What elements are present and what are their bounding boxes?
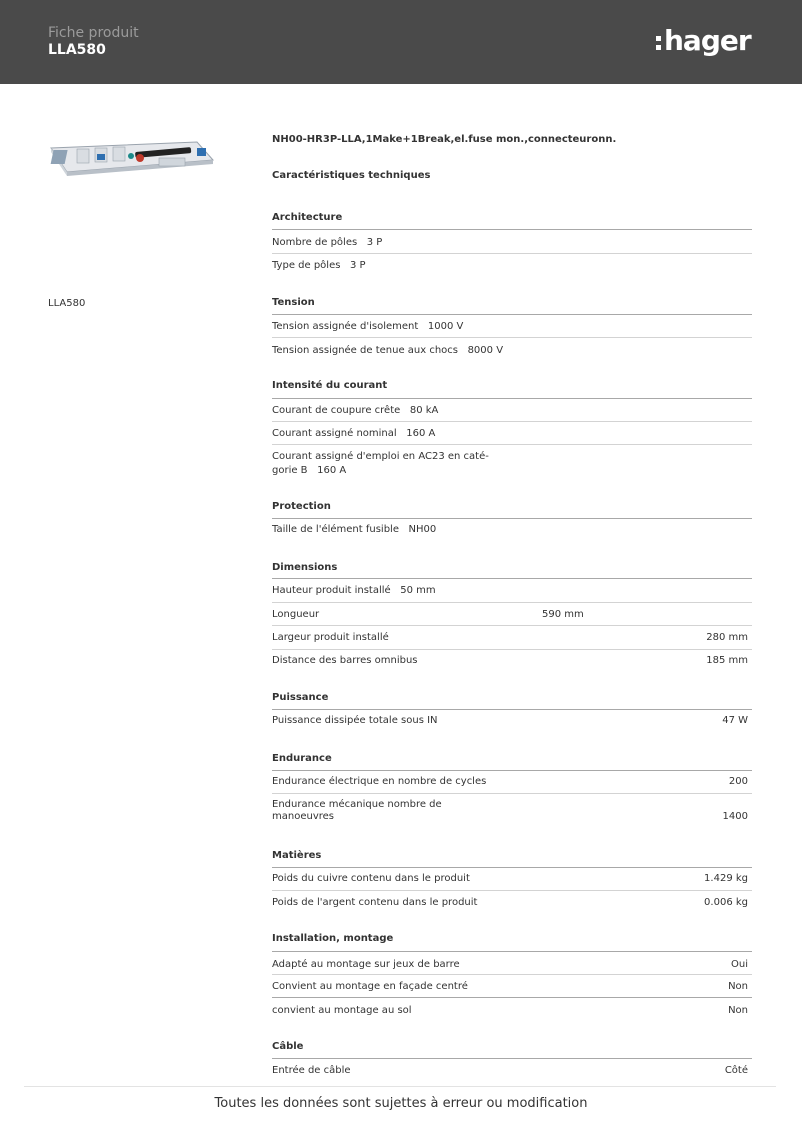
spec-row bbox=[272, 253, 752, 278]
section-title-puissance: Puissance bbox=[272, 692, 329, 703]
spec-label: Type de pôles bbox=[272, 260, 341, 271]
header-title: LLA580 bbox=[48, 42, 106, 58]
spec-value: Non bbox=[728, 981, 748, 992]
spec-value: NH00 bbox=[408, 524, 437, 535]
section-title-intensite: Intensité du courant bbox=[272, 380, 388, 391]
spec-row bbox=[272, 602, 752, 626]
spec-value: Oui bbox=[731, 959, 748, 970]
spec-label: Poids du cuivre contenu dans le produit bbox=[272, 873, 470, 884]
footer-disclaimer: Toutes les données sont sujettes à erreur ou modification bbox=[214, 1096, 588, 1111]
spec-label: Endurance mécanique nombre de bbox=[272, 799, 442, 810]
spec-label-cont: manoeuvres bbox=[272, 811, 334, 822]
spec-value: 1000 V bbox=[427, 321, 464, 332]
spec-row bbox=[272, 793, 752, 834]
spec-row bbox=[272, 578, 752, 603]
spec-value: 47 W bbox=[722, 715, 748, 726]
page-header bbox=[0, 0, 802, 84]
spec-label: Entrée de câble bbox=[272, 1065, 351, 1076]
spec-value: 8000 V bbox=[467, 345, 504, 356]
spec-row bbox=[272, 997, 752, 1022]
logo-dots-icon bbox=[656, 36, 661, 50]
product-description: NH00-HR3P-LLA,1Make+1Break,el.fuse mon.,connecteuronn. bbox=[272, 134, 617, 145]
spec-row bbox=[272, 314, 752, 338]
spec-value: 280 mm bbox=[706, 632, 748, 643]
spec-row bbox=[272, 709, 752, 734]
product-reference: LLA580 bbox=[48, 298, 86, 309]
spec-row bbox=[272, 1058, 752, 1081]
spec-value: 0.006 kg bbox=[704, 897, 748, 908]
spec-row bbox=[272, 444, 752, 485]
spec-value: 1.429 kg bbox=[704, 873, 748, 884]
spec-value: 3 P bbox=[349, 260, 366, 271]
spec-value: 160 A bbox=[317, 465, 347, 476]
spec-row bbox=[272, 649, 752, 674]
spec-label: Courant de coupure crête bbox=[272, 405, 401, 416]
spec-row bbox=[272, 421, 752, 445]
section-title-tension: Tension bbox=[272, 297, 315, 308]
spec-value: 80 kA bbox=[409, 405, 439, 416]
section-title-cable: Câble bbox=[272, 1041, 304, 1052]
tech-heading: Caractéristiques techniques bbox=[272, 170, 431, 181]
spec-row bbox=[272, 867, 752, 891]
spec-value: 1400 bbox=[722, 811, 748, 822]
spec-label: convient au montage au sol bbox=[272, 1005, 412, 1016]
spec-label: Longueur bbox=[272, 609, 320, 620]
spec-row bbox=[272, 951, 752, 975]
spec-value: 185 mm bbox=[706, 655, 748, 666]
spec-value: 590 mm bbox=[542, 609, 584, 620]
spec-label: Distance des barres omnibus bbox=[272, 655, 418, 666]
spec-row bbox=[272, 518, 752, 543]
spec-label: Poids de l'argent contenu dans le produit bbox=[272, 897, 478, 908]
product-image bbox=[47, 134, 215, 178]
spec-row bbox=[272, 229, 752, 254]
spec-label-cont: gorie B bbox=[272, 465, 308, 476]
spec-row bbox=[272, 890, 752, 915]
hager-logo bbox=[656, 24, 751, 58]
spec-label: Puissance dissipée totale sous IN bbox=[272, 715, 438, 726]
section-title-matieres: Matières bbox=[272, 850, 322, 861]
section-title-installation: Installation, montage bbox=[272, 933, 394, 944]
spec-row bbox=[272, 974, 752, 998]
spec-row bbox=[272, 770, 752, 794]
logo-text: hager bbox=[664, 24, 751, 57]
spec-value: 200 bbox=[728, 776, 748, 787]
spec-value: 3 P bbox=[366, 237, 383, 248]
spec-label: Hauteur produit installé bbox=[272, 585, 391, 596]
spec-label: Endurance électrique en nombre de cycles bbox=[272, 776, 487, 787]
spec-label: Courant assigné d'emploi en AC23 en caté- bbox=[272, 451, 489, 462]
header-subtitle: Fiche produit bbox=[48, 25, 139, 41]
spec-label: Convient au montage en façade centré bbox=[272, 981, 468, 992]
spec-row bbox=[272, 398, 752, 422]
spec-label: Tension assignée d'isolement bbox=[272, 321, 419, 332]
section-title-architecture: Architecture bbox=[272, 212, 343, 223]
spec-row bbox=[272, 625, 752, 650]
section-title-dimensions: Dimensions bbox=[272, 562, 338, 573]
spec-label: Courant assigné nominal bbox=[272, 428, 397, 439]
spec-label: Nombre de pôles bbox=[272, 237, 358, 248]
section-title-protection: Protection bbox=[272, 501, 331, 512]
footer-divider bbox=[24, 1086, 776, 1087]
spec-row bbox=[272, 337, 752, 362]
spec-label: Adapté au montage sur jeux de barre bbox=[272, 959, 460, 970]
section-title-endurance: Endurance bbox=[272, 753, 332, 764]
spec-value: 160 A bbox=[406, 428, 436, 439]
spec-value: 50 mm bbox=[400, 585, 436, 596]
spec-value: Côté bbox=[724, 1065, 748, 1076]
spec-label: Largeur produit installé bbox=[272, 632, 389, 643]
spec-label: Taille de l'élément fusible bbox=[272, 524, 399, 535]
spec-label: Tension assignée de tenue aux chocs bbox=[272, 345, 459, 356]
spec-value: Non bbox=[728, 1005, 748, 1016]
